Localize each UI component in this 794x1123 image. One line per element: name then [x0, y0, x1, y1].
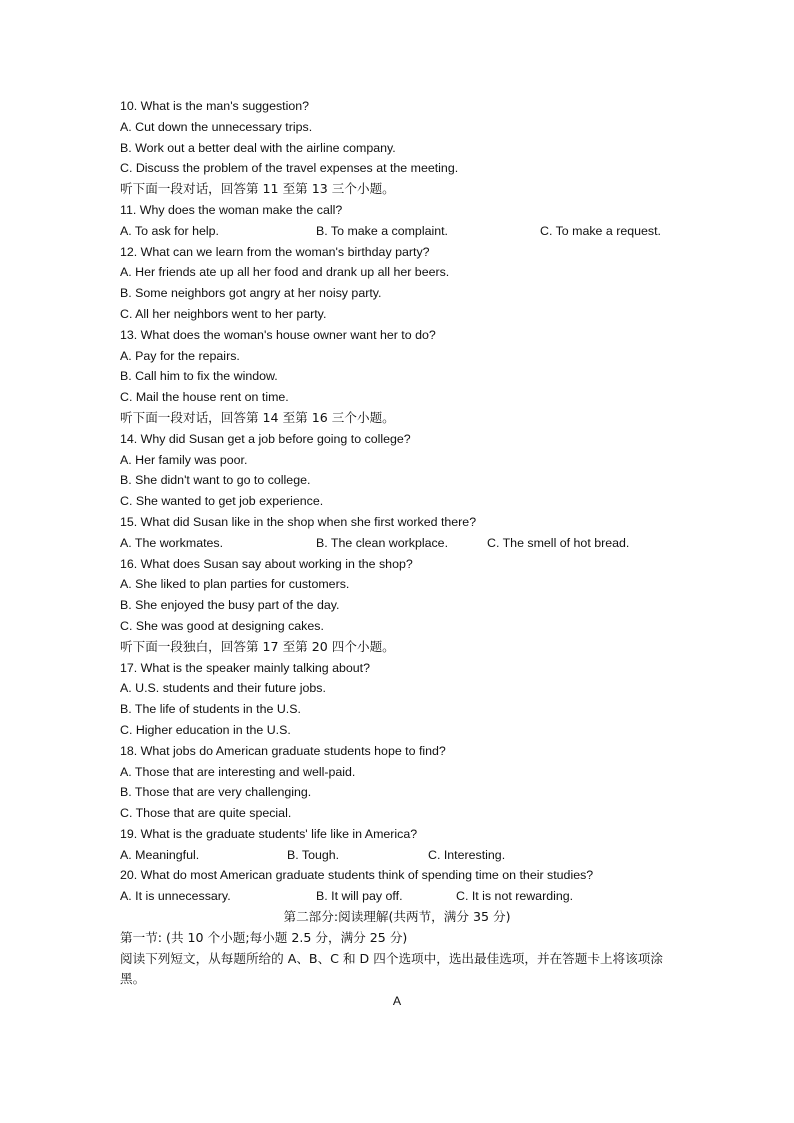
option-11a: A. To ask for help.: [120, 223, 219, 238]
option-10b: B. Work out a better deal with the airline company.: [120, 140, 396, 155]
question-14: 14. Why did Susan get a job before going to college?: [120, 431, 411, 446]
question-18: 18. What jobs do American graduate students hope to find?: [120, 743, 446, 758]
instruction-14-16: 听下面一段对话，回答第 14 至第 16 三个小题。: [120, 409, 395, 425]
options-19: [120, 845, 710, 866]
question-12: 12. What can we learn from the woman's birthday party?: [120, 244, 430, 259]
option-13a: A. Pay for the repairs.: [120, 348, 240, 363]
question-19: 19. What is the graduate students' life like in America?: [120, 826, 418, 841]
option-20b: B. It will pay off.: [316, 889, 403, 904]
options-15: [120, 533, 710, 554]
option-16c: C. She was good at designing cakes.: [120, 618, 324, 633]
option-10c: C. Discuss the problem of the travel expenses at the meeting.: [120, 161, 459, 176]
option-15c: C. The smell of hot bread.: [487, 535, 630, 550]
option-12b: B. Some neighbors got angry at her noisy party.: [120, 286, 382, 301]
option-20a: A. It is unnecessary.: [120, 889, 231, 904]
option-12c: C. All her neighbors went to her party.: [120, 306, 327, 321]
option-18b: B. Those that are very challenging.: [120, 785, 312, 800]
option-19a: A. Meaningful.: [120, 847, 200, 862]
options-11: [120, 221, 710, 242]
question-16: 16. What does Susan say about working in the shop?: [120, 556, 413, 571]
option-13b: B. Call him to fix the window.: [120, 369, 278, 384]
option-14c: C. She wanted to get job experience.: [120, 494, 324, 509]
question-20: 20. What do most American graduate students think of spending time on their studies?: [120, 868, 594, 883]
part2-title: 第二部分:阅读理解(共两节，满分 35 分): [283, 909, 511, 925]
option-18c: C. Those that are quite special.: [120, 806, 292, 821]
instruction-11-13: 听下面一段对话，回答第 11 至第 13 三个小题。: [120, 181, 395, 197]
question-11: 11. Why does the woman make the call?: [120, 202, 343, 217]
option-12a: A. Her friends ate up all her food and drank up all her beers.: [120, 265, 450, 280]
option-17b: B. The life of students in the U.S.: [120, 702, 301, 717]
option-13c: C. Mail the house rent on time.: [120, 390, 289, 405]
option-16a: A. She liked to plan parties for customers.: [120, 577, 350, 592]
option-18a: A. Those that are interesting and well-paid.: [120, 764, 356, 779]
option-11b: B. To make a complaint.: [316, 223, 449, 238]
instruction-17-20: 听下面一段独白，回答第 17 至第 20 四个小题。: [120, 638, 395, 654]
option-14b: B. She didn't want to go to college.: [120, 473, 311, 488]
question-13: 13. What does the woman's house owner want her to do?: [120, 327, 436, 342]
option-11c: C. To make a request.: [540, 223, 661, 238]
section1-title: 第一节: (共 10 个小题;每小题 2.5 分，满分 25 分): [120, 929, 408, 945]
passage-label: A: [392, 994, 402, 1009]
option-10a: A. Cut down the unnecessary trips.: [120, 119, 313, 134]
option-19c: C. Interesting.: [428, 847, 506, 862]
question-10: 10. What is the man's suggestion?: [120, 99, 310, 113]
question-15: 15. What did Susan like in the shop when she first worked there?: [120, 514, 477, 529]
question-17: 17. What is the speaker mainly talking about?: [120, 660, 371, 675]
option-15b: B. The clean workplace.: [316, 535, 449, 550]
option-17c: C. Higher education in the U.S.: [120, 722, 291, 737]
option-16b: B. She enjoyed the busy part of the day.: [120, 598, 340, 613]
exam-page: [120, 96, 710, 1012]
reading-instruction: 阅读下列短文，从每题所给的 A、B、C 和 D 四个选项中，选出最佳选项，并在答题卡上将该项涂黑。: [120, 950, 663, 987]
option-17a: A. U.S. students and their future jobs.: [120, 681, 326, 696]
option-14a: A. Her family was poor.: [120, 452, 248, 467]
options-20: [120, 886, 710, 907]
option-20c: C. It is not rewarding.: [456, 889, 574, 904]
option-19b: B. Tough.: [287, 847, 340, 862]
option-15a: A. The workmates.: [120, 535, 224, 550]
